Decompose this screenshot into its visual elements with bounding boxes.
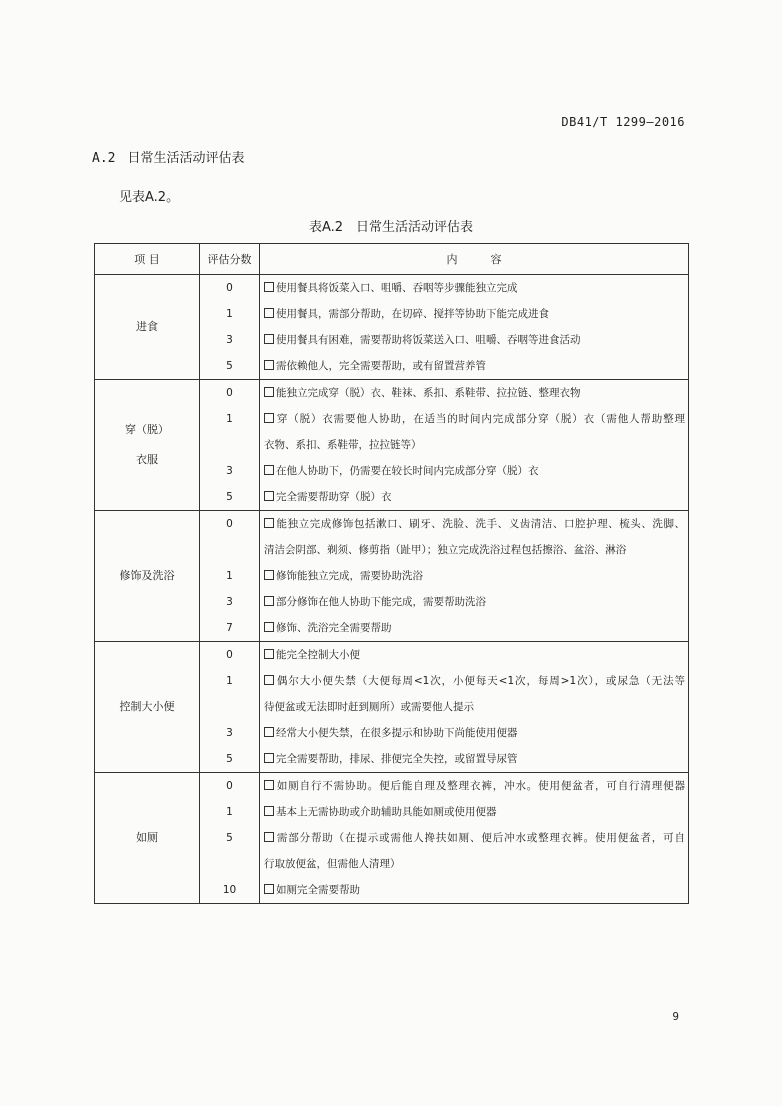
score-value: 5	[226, 832, 233, 844]
option-line	[260, 746, 688, 772]
item-label: 进食	[136, 320, 158, 333]
score-value: 1	[226, 413, 233, 425]
score-value: 10	[222, 884, 237, 896]
option-text: 需部分帮助（在提示或需他人搀扶如厕、便后冲水或整理衣裤。使用便盆者，可自	[276, 832, 685, 844]
score-cell	[200, 511, 260, 642]
score-value: 0	[226, 387, 233, 399]
option-text: 如厕完全需要帮助	[276, 884, 360, 896]
see-table-reference: 见表A.2。	[119, 190, 180, 205]
checkbox-icon	[264, 780, 274, 790]
content-cell	[260, 642, 689, 773]
content-cell	[260, 380, 689, 511]
option-line	[260, 799, 688, 825]
checkbox-icon	[264, 884, 274, 894]
score-cell	[200, 773, 260, 904]
table-row	[95, 642, 689, 773]
item-cell	[95, 275, 200, 380]
option-text: 完全需要帮助，排尿、排便完全失控，或留置导尿管	[276, 753, 518, 765]
option-line	[260, 301, 688, 327]
header-content: 内 容	[260, 244, 689, 275]
table-row	[95, 380, 689, 511]
score-value: 0	[226, 780, 233, 792]
checkbox-icon	[264, 649, 274, 659]
score-value: 3	[226, 334, 233, 346]
option-text: 清洁会阴部、剃须、修剪指（趾甲）；独立完成洗浴过程包括擦浴、盆浴、淋浴	[264, 544, 627, 556]
option-text: 使用餐具将饭菜入口、咀嚼、吞咽等步骤能独立完成	[276, 282, 518, 294]
standard-code: DB41/T 1299—2016	[561, 115, 685, 129]
option-line	[260, 458, 688, 484]
score-value	[200, 537, 259, 563]
table-header-row	[95, 244, 689, 275]
option-line	[260, 380, 688, 406]
score-value: 1	[226, 675, 233, 687]
table-row	[95, 773, 689, 904]
item-label: 修饰及洗浴	[119, 569, 175, 582]
score-value: 0	[226, 649, 233, 661]
header-item: 项 目	[95, 244, 200, 275]
score-value: 5	[226, 753, 233, 765]
score-value: 1	[226, 570, 233, 582]
option-text: 待便盆或无法即时赶到厕所）或需要他人提示	[264, 701, 474, 713]
option-line	[260, 353, 688, 379]
option-text: 修饰、洗浴完全需要帮助	[276, 622, 392, 634]
score-value: 3	[226, 596, 233, 608]
option-line	[260, 511, 688, 537]
option-line	[260, 668, 688, 694]
item-label: 控制大小便	[119, 700, 175, 713]
checkbox-icon	[264, 334, 274, 344]
checkbox-icon	[264, 675, 274, 685]
option-line	[260, 720, 688, 746]
checkbox-icon	[264, 491, 274, 501]
content-cell	[260, 511, 689, 642]
option-text: 基本上无需协助或介助辅助具能如厕或使用便器	[276, 806, 497, 818]
checkbox-icon	[264, 413, 274, 423]
option-line	[260, 563, 688, 589]
item-cell	[95, 642, 200, 773]
item-label: 如厕	[136, 831, 158, 844]
option-text: 衣物、系扣、系鞋带，拉拉链等）	[264, 439, 422, 451]
score-value	[200, 851, 259, 877]
option-text: 修饰能独立完成，需要协助洗浴	[276, 570, 423, 582]
score-value: 7	[226, 622, 233, 634]
content-cell	[260, 275, 689, 380]
checkbox-icon	[264, 518, 274, 528]
score-value: 3	[226, 727, 233, 739]
item-label: 衣服	[136, 453, 158, 466]
option-text: 经常大小便失禁，在很多提示和协助下尚能使用便器	[276, 727, 518, 739]
option-text: 能完全控制大小便	[276, 649, 360, 661]
option-line	[260, 642, 688, 668]
score-cell	[200, 380, 260, 511]
option-line	[260, 877, 688, 903]
score-cell	[200, 275, 260, 380]
checkbox-icon	[264, 622, 274, 632]
content-cell	[260, 773, 689, 904]
option-line	[260, 327, 688, 353]
option-line	[260, 589, 688, 615]
option-line	[260, 825, 688, 851]
section-heading	[92, 147, 245, 166]
score-value: 0	[226, 282, 233, 294]
score-value: 1	[226, 806, 233, 818]
option-continuation-line	[260, 537, 688, 563]
option-line	[260, 773, 688, 799]
option-continuation-line	[260, 851, 688, 877]
checkbox-icon	[264, 596, 274, 606]
option-text: 完全需要帮助穿（脱）衣	[276, 491, 392, 503]
adl-assessment-table	[94, 243, 689, 904]
option-text: 部分修饰在他人协助下能完成，需要帮助洗浴	[276, 596, 486, 608]
option-text: 偶尔大小便失禁（大便每周<1次，小便每天<1次，每周>1次），或尿急（无法等	[276, 675, 685, 687]
option-text: 使用餐具有困难，需要帮助将饭菜送入口、咀嚼、吞咽等进食活动	[276, 334, 581, 346]
score-cell	[200, 642, 260, 773]
page-number: 9	[672, 1010, 679, 1023]
table-row	[95, 275, 689, 380]
score-value	[200, 694, 259, 720]
section-title: 日常生活活动评估表	[127, 151, 245, 166]
option-text: 如厕自行不需协助。便后能自理及整理衣裤，冲水。使用便盆者，可自行清理便器	[276, 780, 685, 792]
score-value: 5	[226, 491, 233, 503]
score-value	[200, 432, 259, 458]
option-text: 能独立完成修饰包括漱口、刷牙、洗脸、洗手、义齿清洁、口腔护理、梳头、洗脚、	[276, 518, 685, 530]
item-label: 穿（脱）	[125, 423, 169, 436]
score-value: 0	[226, 518, 233, 530]
option-line	[260, 275, 688, 301]
checkbox-icon	[264, 832, 274, 842]
option-text: 行取放便盆，但需他人清理）	[264, 858, 401, 870]
option-continuation-line	[260, 432, 688, 458]
checkbox-icon	[264, 465, 274, 475]
checkbox-icon	[264, 282, 274, 292]
item-cell	[95, 380, 200, 511]
option-line	[260, 484, 688, 510]
score-value: 1	[226, 308, 233, 320]
checkbox-icon	[264, 387, 274, 397]
item-cell	[95, 773, 200, 904]
checkbox-icon	[264, 806, 274, 816]
score-value: 3	[226, 465, 233, 477]
table-title: 表A.2 日常生活活动评估表	[308, 220, 474, 235]
checkbox-icon	[264, 308, 274, 318]
checkbox-icon	[264, 360, 274, 370]
item-cell	[95, 511, 200, 642]
checkbox-icon	[264, 727, 274, 737]
score-value: 5	[226, 360, 233, 372]
section-number: A.2	[92, 151, 116, 166]
option-text: 在他人协助下，仍需要在较长时间内完成部分穿（脱）衣	[276, 465, 539, 477]
checkbox-icon	[264, 753, 274, 763]
option-line	[260, 615, 688, 641]
table-row	[95, 511, 689, 642]
option-text: 使用餐具，需部分帮助，在切碎、搅拌等协助下能完成进食	[276, 308, 549, 320]
checkbox-icon	[264, 570, 274, 580]
option-text: 需依赖他人，完全需要帮助，或有留置营养管	[276, 360, 486, 372]
table-body	[95, 275, 689, 904]
option-text: 能独立完成穿（脱）衣、鞋袜、系扣、系鞋带、拉拉链、整理衣物	[276, 387, 581, 399]
option-line	[260, 406, 688, 432]
option-text: 穿（脱）衣需要他人协助，在适当的时间内完成部分穿（脱）衣（需他人帮助整理	[276, 413, 685, 425]
header-score: 评估分数	[200, 244, 260, 275]
option-continuation-line	[260, 694, 688, 720]
